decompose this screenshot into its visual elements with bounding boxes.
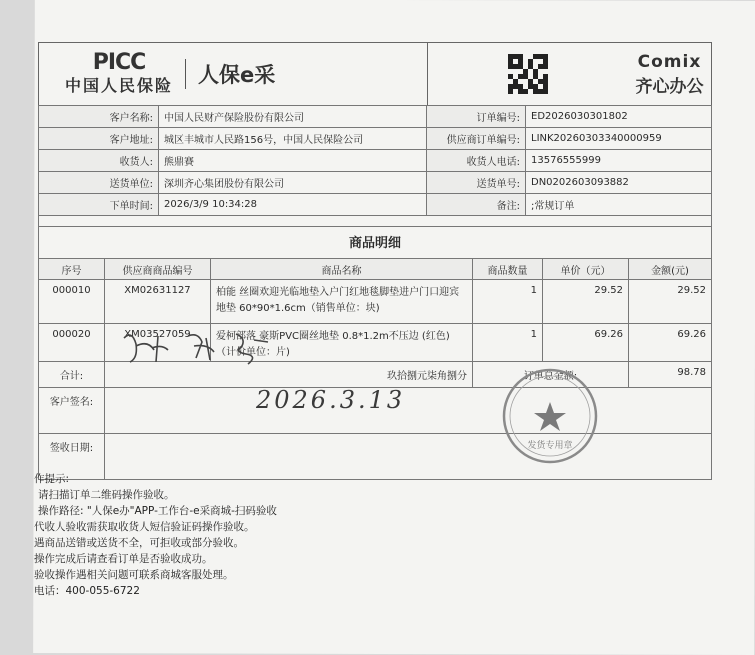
total-label: 合计:: [39, 362, 105, 388]
shipper: 深圳齐心集团股份有限公司: [159, 172, 427, 194]
operation-notes: [34, 471, 277, 599]
comix-logo: [628, 43, 711, 105]
item-amount: 69.26: [629, 324, 712, 362]
document-header: [38, 42, 712, 105]
delivery-no: DN0202603093882: [526, 172, 712, 194]
item-name: 柏能 丝圈欢迎光临地垫入户门红地毯脚垫进户门口迎宾地垫 60*90*1.6cm（销售单位：块): [211, 280, 473, 324]
svg-text:发货专用章: 发货专用章: [527, 441, 573, 451]
col-header-qty: 商品数量: [473, 259, 543, 280]
note-line: 请扫描订单二维码操作验收。: [38, 489, 175, 501]
comix-mark: Comix: [637, 51, 702, 72]
picc-cn-name: 中国人民保险: [65, 75, 174, 95]
note-line: 操作路径: "人保e办"APP-工作台-e采商城-扫码验收: [38, 505, 277, 517]
order-qr-code-icon[interactable]: [508, 54, 548, 94]
shipper-label: 送货单位:: [39, 172, 159, 194]
col-header-name: 商品名称: [211, 259, 473, 280]
col-header-price: 单价（元）: [543, 259, 629, 280]
delivery-note: [38, 42, 712, 480]
comix-cn-name: 齐心办公: [635, 76, 704, 97]
col-header-amount: 金额(元): [629, 259, 712, 280]
item-price: 69.26: [543, 324, 629, 362]
item-seq: 000010: [39, 280, 105, 324]
order-time-label: 下单时间:: [39, 194, 159, 216]
handwritten-signature: [118, 328, 278, 368]
sign-date-label: 签收日期:: [39, 434, 105, 480]
order-time: 2026/3/9 10:34:28: [159, 194, 427, 216]
signature-area[interactable]: [105, 388, 712, 434]
info-row: [39, 194, 712, 216]
total-amount: 98.78: [629, 362, 712, 388]
customer-name: 中国人民财产保险股份有限公司: [159, 106, 427, 128]
item-amount: 29.52: [629, 280, 712, 324]
supplier-order: LINK20260303340000959: [526, 128, 712, 150]
item-seq: 000020: [39, 324, 105, 362]
signature-label: 客户签名:: [39, 388, 105, 434]
item-code: XM02631127: [105, 280, 211, 324]
supplier-order-label: 供应商订单编号:: [427, 128, 526, 150]
customer-addr-label: 客户地址:: [39, 128, 159, 150]
logo-divider: [185, 59, 186, 89]
order-no-label: 订单编号:: [427, 106, 526, 128]
total-in-words: 玖拾捌元柒角捌分: [105, 362, 473, 388]
picc-logo: [65, 49, 174, 96]
info-row: [39, 172, 712, 194]
items-header-row: [39, 259, 712, 280]
customer-addr: 城区丰城市人民路156号，中国人民保险公司: [159, 128, 427, 150]
note-line: 验收操作遇相关问题可联系商城客服处理。: [34, 569, 234, 581]
total-amount-label: 订单总金额:: [473, 362, 629, 388]
note-line: 操作完成后请查看订单是否验收成功。: [34, 553, 213, 565]
info-row: [39, 150, 712, 172]
item-qty: 1: [473, 280, 543, 324]
picc-mark: PICC: [92, 49, 146, 75]
remark-label: 备注:: [427, 194, 526, 216]
item-price: 29.52: [543, 280, 629, 324]
receiver-phone-label: 收货人电话:: [427, 150, 526, 172]
note-line: 遇商品送错或送货不全，可拒收或部分验收。: [34, 537, 244, 549]
handwritten-date: 2026.3.13: [256, 386, 406, 414]
customer-name-label: 客户名称:: [39, 106, 159, 128]
receiver-phone: 13576555999: [526, 150, 712, 172]
col-header-code: 供应商商品编号: [105, 259, 211, 280]
note-line: 电话：400-055-6722: [34, 585, 140, 597]
platform-name: 人保e采: [198, 63, 276, 87]
detail-title: 商品明细: [39, 227, 712, 259]
info-row: [39, 106, 712, 128]
receiver-label: 收货人:: [39, 150, 159, 172]
item-code: XM03527059: [105, 324, 211, 362]
order-no: ED2026030301802: [526, 106, 712, 128]
qr-cell: [427, 43, 628, 105]
item-qty: 1: [473, 324, 543, 362]
info-row: [39, 128, 712, 150]
receiver: 熊鼎賽: [159, 150, 427, 172]
remark: ;常规订单: [526, 194, 712, 216]
company-seal: [500, 366, 600, 466]
note-line: 代收人验收需获取收货人短信验证码操作验收。: [34, 521, 255, 533]
delivery-no-label: 送货单号:: [427, 172, 526, 194]
order-info-table: [38, 105, 712, 216]
item-name: 爱柯部落 豪斯PVC圈丝地垫 0.8*1.2m不压边 (红色)（计价单位：片): [211, 324, 473, 362]
table-row: [39, 280, 712, 324]
note-line: 作提示:: [34, 473, 70, 485]
col-header-seq: 序号: [39, 259, 105, 280]
section-gap: [38, 216, 712, 226]
picc-brand-area: [39, 43, 427, 105]
